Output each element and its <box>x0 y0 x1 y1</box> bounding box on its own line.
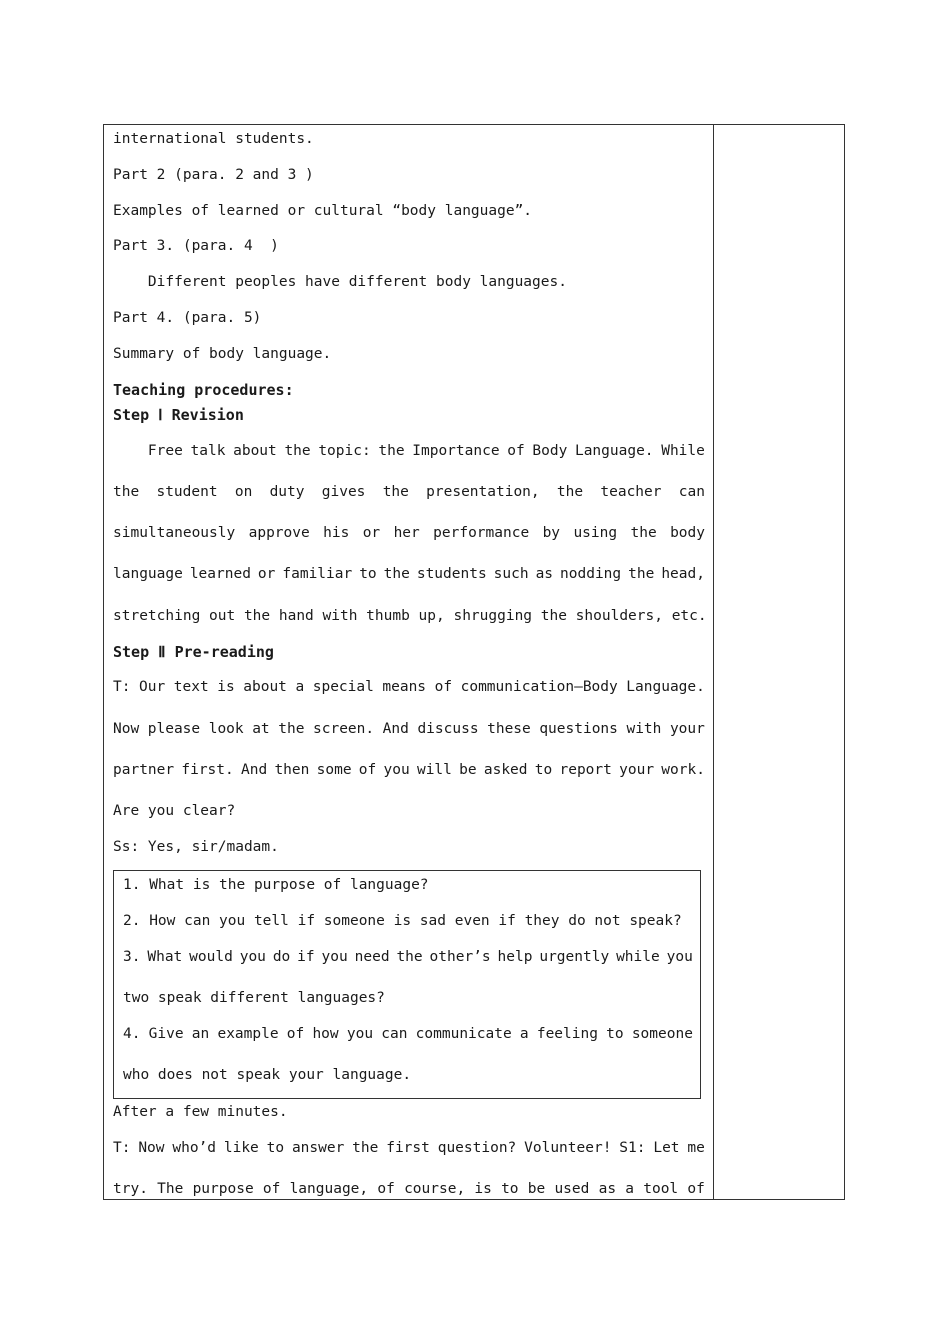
word: nodding <box>560 566 622 582</box>
word: Body <box>532 443 568 459</box>
word: please <box>147 721 201 737</box>
word: asked <box>483 762 528 778</box>
step2-line: Are you clear? <box>113 803 236 819</box>
word: a <box>295 679 305 695</box>
word: language, <box>289 1181 369 1197</box>
word: some <box>316 762 352 778</box>
question-line <box>123 1025 693 1043</box>
word: help <box>497 949 533 965</box>
word: be <box>459 762 477 778</box>
word: the <box>628 566 655 582</box>
word: What <box>147 949 183 965</box>
step2-line <box>113 720 705 738</box>
word: other’s <box>429 949 491 965</box>
word: be <box>527 1181 546 1197</box>
part2-title: Part 2 (para. 2 and 3 ) <box>113 167 314 183</box>
part3-text: Different peoples have different body languages. <box>113 274 567 290</box>
question-line <box>123 948 693 966</box>
word: Volunteer! <box>524 1140 612 1156</box>
question-line: who does not speak your language. <box>123 1067 412 1083</box>
word: someone <box>631 1026 693 1042</box>
word: can <box>678 484 705 500</box>
word: While <box>661 443 705 459</box>
word: you <box>239 949 266 965</box>
word: look <box>208 721 244 737</box>
word: first. <box>181 762 234 778</box>
word: you <box>346 1026 374 1042</box>
word: the <box>383 566 410 582</box>
word: about <box>233 443 277 459</box>
word: would <box>189 949 233 965</box>
word: screen. <box>313 721 375 737</box>
word: can <box>381 1026 408 1042</box>
word: presentation, <box>426 484 540 500</box>
word: who’d <box>172 1140 217 1156</box>
word: of <box>377 1181 395 1197</box>
question-line: two speak different languages? <box>123 990 385 1006</box>
word: 3. <box>123 949 141 965</box>
part4-text: Summary of body language. <box>113 346 332 362</box>
word: text <box>173 679 209 695</box>
word: such <box>493 566 529 582</box>
step2-line <box>113 761 705 779</box>
word: tool <box>643 1181 679 1197</box>
word: Free <box>113 443 183 459</box>
word: T: <box>113 1140 131 1156</box>
word: to <box>606 1026 624 1042</box>
word: the <box>284 443 311 459</box>
word: me <box>687 1140 705 1156</box>
word: his <box>323 525 350 541</box>
word: feeling <box>536 1026 598 1042</box>
word: Give <box>148 1026 184 1042</box>
word: Language. <box>574 443 654 459</box>
word: try. <box>113 1181 148 1197</box>
teaching-procedures-heading: Teaching procedures: <box>113 381 294 399</box>
word: at <box>252 721 270 737</box>
word: communication—Body <box>460 679 618 695</box>
step2-line <box>113 678 705 696</box>
word: the <box>630 525 657 541</box>
word: then <box>274 762 310 778</box>
word: report <box>559 762 612 778</box>
word: approve <box>248 525 310 541</box>
step1-line <box>113 483 705 501</box>
step2-title: Step Ⅱ Pre-reading <box>113 643 274 661</box>
question-line: 2. How can you tell if someone is sad even if they do not speak? <box>123 913 682 929</box>
word: to <box>534 762 553 778</box>
word: familiar <box>282 566 353 582</box>
word: your <box>669 721 705 737</box>
word: body <box>670 525 705 541</box>
word: language <box>113 566 183 582</box>
word: Now <box>138 1140 165 1156</box>
word: Language. <box>626 679 705 695</box>
word: question? <box>437 1140 517 1156</box>
word: if <box>297 949 315 965</box>
word: And <box>382 721 409 737</box>
word: you <box>321 949 348 965</box>
part2-text: Examples of learned or cultural “body language”. <box>113 203 533 219</box>
word: the <box>113 484 140 500</box>
word: topic: <box>318 443 371 459</box>
after-line: After a few minutes. <box>113 1104 288 1120</box>
word: the <box>396 949 423 965</box>
word: the <box>278 721 305 737</box>
word: you <box>383 762 410 778</box>
column-divider <box>713 125 714 1199</box>
word: or <box>362 525 381 541</box>
word: will <box>416 762 452 778</box>
word: as <box>598 1181 617 1197</box>
word: used <box>554 1181 590 1197</box>
word: need <box>354 949 390 965</box>
step1-line <box>113 524 705 542</box>
step1-line <box>113 442 705 460</box>
word: of <box>286 1026 305 1042</box>
word: you <box>666 949 693 965</box>
word: as <box>535 566 554 582</box>
word: an <box>191 1026 210 1042</box>
word: communicate <box>415 1026 512 1042</box>
word: students <box>416 566 487 582</box>
word: The <box>157 1181 184 1197</box>
word: course, <box>404 1181 466 1197</box>
word: with <box>626 721 662 737</box>
word: of <box>262 1181 281 1197</box>
word: special <box>312 679 374 695</box>
word: S1: <box>619 1140 646 1156</box>
step1-title: Step Ⅰ Revision <box>113 406 244 424</box>
word: using <box>573 525 618 541</box>
word: purpose <box>192 1181 254 1197</box>
word: of <box>358 762 377 778</box>
word: questions <box>539 721 618 737</box>
word: And <box>241 762 268 778</box>
word: is <box>474 1181 492 1197</box>
word: urgently <box>539 949 610 965</box>
part4-title: Part 4. (para. 5) <box>113 310 262 326</box>
word: how <box>312 1026 339 1042</box>
questions-box <box>113 870 701 1099</box>
word: Importance <box>412 443 500 459</box>
word: Let <box>653 1140 680 1156</box>
word: the <box>556 484 584 500</box>
word: partner <box>113 762 175 778</box>
word: answer <box>291 1140 345 1156</box>
word: simultaneously <box>113 525 236 541</box>
word: of <box>434 679 453 695</box>
word: T: <box>113 679 131 695</box>
word: teacher <box>600 484 662 500</box>
word: your <box>619 762 655 778</box>
word: like <box>223 1140 259 1156</box>
word: first <box>386 1140 430 1156</box>
word: of <box>507 443 525 459</box>
word: by <box>542 525 561 541</box>
lesson-plan-table <box>103 124 845 1200</box>
word: the <box>378 443 405 459</box>
word: the <box>382 484 409 500</box>
word: to <box>501 1181 519 1197</box>
word: a <box>519 1026 529 1042</box>
word: example <box>217 1026 279 1042</box>
word: Our <box>139 679 166 695</box>
word: work. <box>661 762 705 778</box>
word: of <box>687 1181 705 1197</box>
step2-line: Ss: Yes, sir/madam. <box>113 839 279 855</box>
step1-line: stretching out the hand with thumb up, shrugging the shoulders, etc. <box>113 608 707 624</box>
word: Now <box>113 721 140 737</box>
word: to <box>266 1140 285 1156</box>
text-line: international students. <box>113 131 314 147</box>
word: learned <box>189 566 251 582</box>
word: while <box>616 949 660 965</box>
word: discuss <box>417 721 479 737</box>
word: these <box>487 721 531 737</box>
step1-line <box>113 565 705 583</box>
word: gives <box>321 484 366 500</box>
question-line: 1. What is the purpose of language? <box>123 877 429 893</box>
word: is <box>217 679 235 695</box>
word: head, <box>661 566 705 582</box>
word: a <box>625 1181 635 1197</box>
word: about <box>243 679 287 695</box>
after-line <box>113 1139 705 1157</box>
word: do <box>272 949 291 965</box>
word: duty <box>269 484 305 500</box>
word: to <box>359 566 377 582</box>
word: or <box>257 566 276 582</box>
word: 4. <box>123 1026 141 1042</box>
word: performance <box>433 525 530 541</box>
word: the <box>352 1140 379 1156</box>
word: student <box>156 484 218 500</box>
word: talk <box>190 443 226 459</box>
word: her <box>393 525 420 541</box>
word: on <box>234 484 253 500</box>
after-line <box>113 1180 705 1198</box>
word: means <box>382 679 427 695</box>
part3-title: Part 3. (para. 4 ) <box>113 238 279 254</box>
